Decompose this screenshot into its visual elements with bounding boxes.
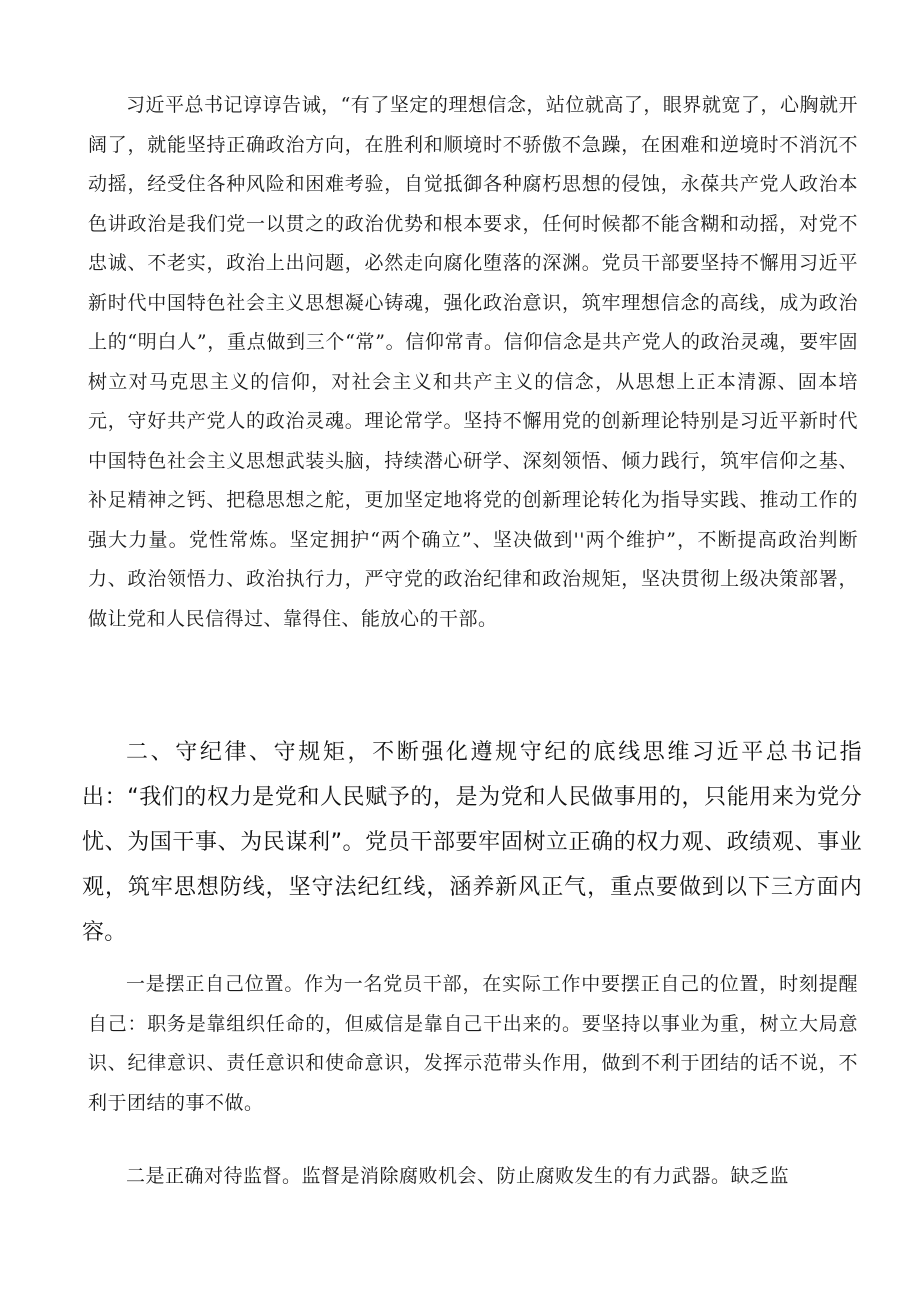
section-heading-discipline: 二、守纪律、守规矩，不断强化遵规守纪的底线思维习近平总书记指出：“我们的权力是党和人民赋予的，是为党和人民做事用的，只能用来为党分忧、为国干事、为民谋利”。党员干部要牢固树立正确的权力观、政绩观、事业观，筑牢思想防线，坚守法纪红线，涵养新风正气，重点要做到以下三方面内容。 [82,740,862,945]
body-paragraph-position: 一是摆正自己位置。作为一名党员干部，在实际工作中要摆正自己的位置，时刻提醒自己：职务是靠组织任命的，但威信是靠自己干出来的。要坚持以事业为重，树立大局意识、纪律意识、责任意识和使命意识，发挥示范带头作用，做到不利于团结的话不说，不利于团结的事不做。 [88,973,858,1114]
body-paragraph-ideals: 习近平总书记谆谆告诫，“有了坚定的理想信念，站位就高了，眼界就宽了，心胸就开阔了，就能坚持正确政治方向，在胜利和顺境时不骄傲不急躁，在困难和逆境时不消沉不动摇，经受住各种风险和困难考验，自觉抵御各种腐朽思想的侵蚀，永葆共产党人政治本色讲政治是我们党一以贯之的政治优势和根本要求，任何时候都不能含糊和动摇，对党不忠诚、不老实，政治上出问题，必然走向腐化堕落的深渊。党员干部要坚持不懈用习近平新时代中国特色社会主义思想凝心铸魂，强化政治意识，筑牢理想信念的高线，成为政治上的“明白人”，重点做到三个“常”。信仰常青。信仰信念是共产党人的政治灵魂，要牢固树立对马克思主义的信仰，对社会主义和共产主义的信念，从思想上正本清源、固本培元，守好共产党人的政治灵魂。理论常学。坚持不懈用党的创新理论特别是习近平新时代中国特色社会主义思想武装头脑，持续潜心研学、深刻领悟、倾力践行，筑牢信仰之基、补足精神之钙、把稳思想之舵，更加坚定地将党的创新理论转化为指导实践、推动工作的强大力量。党性常炼。坚定拥护“两个确立”、坚决做到''两个维护”，不断提高政治判断力、政治领悟力、政治执行力，严守党的政治纪律和政治规矩，坚决贯彻上级决策部署，做让党和人民信得过、靠得住、能放心的干部。 [88,94,858,630]
body-paragraph-supervision: 二是正确对待监督。监督是消除腐败机会、防止腐败发生的有力武器。缺乏监 [126,1165,790,1187]
